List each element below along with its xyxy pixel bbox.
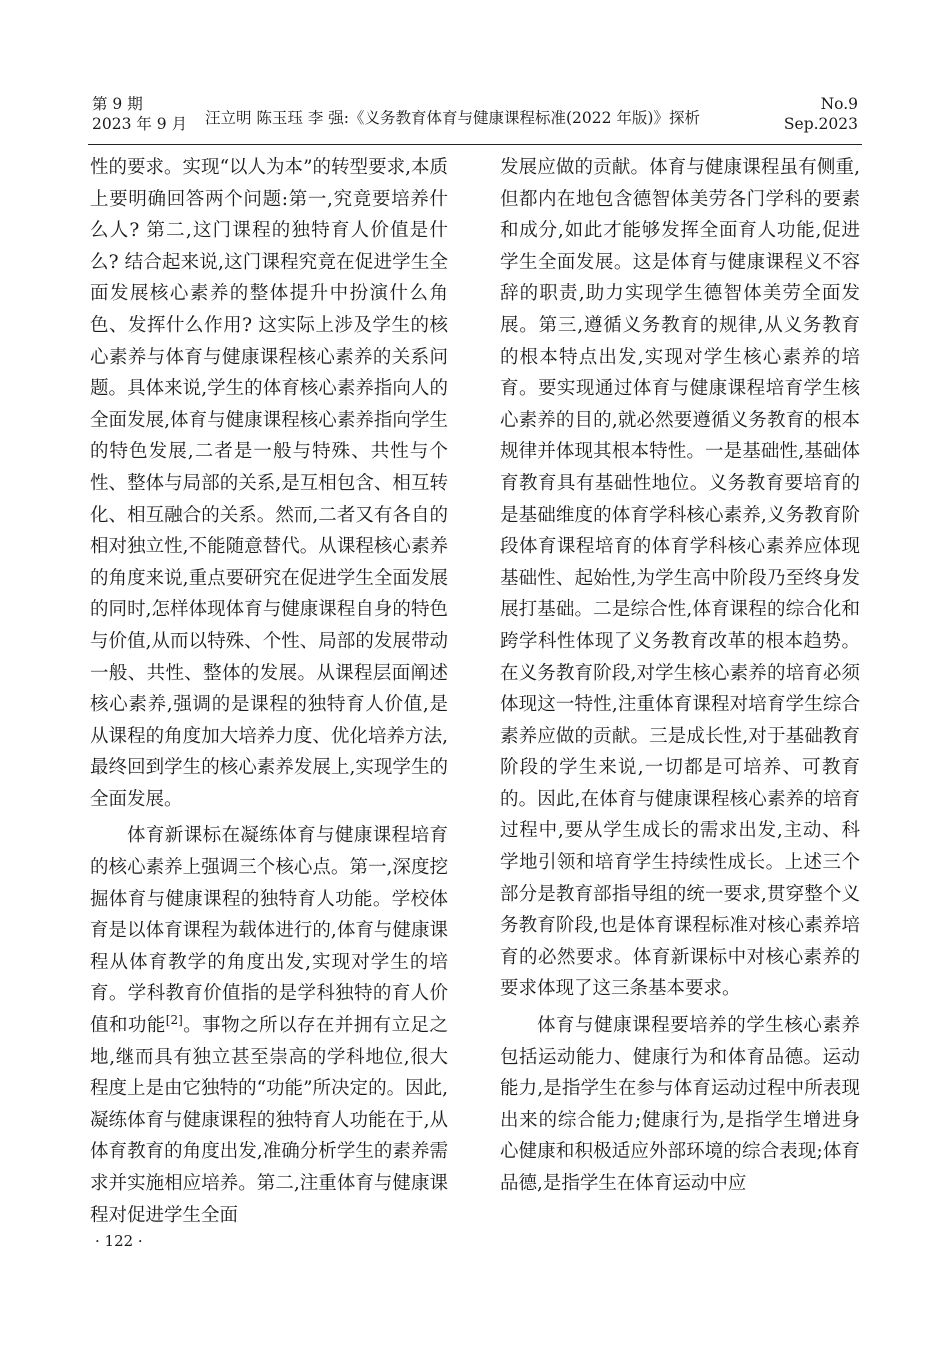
issue-number-en: No.9 xyxy=(820,95,858,113)
citation-marker: [2] xyxy=(165,1012,183,1027)
journal-issue-info xyxy=(92,94,187,134)
issue-number: 第 9 期 xyxy=(92,95,143,113)
paragraph-text: 。事物之所以存在并拥有立足之地,继而具有独立甚至崇高的学科地位,很大程度上是由它独特的“功能”所决定的。因此,凝练体育与健康课程的独特育人功能在于,从体育教育的角度出发,准确分析学生的素养需求并实施相应培养。第二,注重体育与健康课程对促进学生全面 xyxy=(90,1015,448,1226)
journal-issue-info-en xyxy=(784,94,858,134)
paragraph-text: 体育新课标在凝练体育与健康课程培育的核心素养上强调三个核心点。第一,深度挖掘体育与健康课程的独特育人功能。学校体育是以体育课程为载体进行的,体育与健康课程从体育教学的角度出发,实现对学生的培育。学科教育价值指的是学科独特的育人价值和功能 xyxy=(90,825,448,1037)
right-column xyxy=(500,152,860,1200)
paragraph: 性的要求。实现“以人为本”的转型要求,本质上要明确回答两个问题:第一,究竟要培养什么人? 第二,这门课程的独特育人价值是什么? 结合起来说,这门课程究竟在促进学生全面发展核心素养的整体提升中扮演什么角色、发挥什么作用? 这实际上涉及学生的核心素养与体育与健康课程核心素养的关系问题。具体来说,学生的体育核心素养指向人的全面发展,体育与健康课程核心素养指向学生的特色发展,二者是一般与特殊、共性与个性、整体与局部的关系,是互相包含、相互转化、相互融合的关系。然而,二者又有各自的相对独立性,不能随意替代。从课程核心素养的角度来说,重点要研究在促进学生全面发展的同时,怎样体现体育与健康课程自身的特色与价值,从而以特殊、个性、局部的发展带动一般、共性、整体的发展。从课程层面阐述核心素养,强调的是课程的独特育人价值,是从课程的角度加大培养力度、优化培养方法,最终回到学生的核心素养发展上,实现学生的全面发展。 xyxy=(90,157,448,810)
issue-date-en: Sep.2023 xyxy=(783,115,858,133)
paragraph xyxy=(90,820,448,1231)
running-title: 汪立明 陈玉珏 李 强:《义务教育体育与健康课程标准(2022 年版)》探析 xyxy=(205,109,700,127)
paragraph: 体育与健康课程要培养的学生核心素养包括运动能力、健康行为和体育品德。运动能力,是指学生在参与体育运动过程中所表现出来的综合能力;健康行为,是指学生增进身心健康和积极适应外部环境的综合表现;体育品德,是指学生在体育运动中应 xyxy=(500,1015,860,1194)
left-column xyxy=(90,152,448,1231)
page-number: · 122 · xyxy=(95,1232,143,1250)
header-rule xyxy=(88,144,862,145)
paragraph: 发展应做的贡献。体育与健康课程虽有侧重,但都内在地包含德智体美劳各门学科的要素和成分,如此才能够发挥全面育人功能,促进学生全面发展。这是体育与健康课程义不容辞的职责,助力实现学生德智体美劳全面发展。第三,遵循义务教育的规律,从义务教育的根本特点出发,实现对学生核心素养的培育。要实现通过体育与健康课程培育学生核心素养的目的,就必然要遵循义务教育的根本规律并体现其根本特性。一是基础性,基础体育教育具有基础性地位。义务教育要培育的是基础维度的体育学科核心素养,义务教育阶段体育课程培育的体育学科核心素养应体现基础性、起始性,为学生高中阶段乃至终身发展打基础。二是综合性,体育课程的综合化和跨学科性体现了义务教育改革的根本趋势。在义务教育阶段,对学生核心素养的培育必须体现这一特性,注重体育课程对培育学生综合素养应做的贡献。三是成长性,对于基础教育阶段的学生来说,一切都是可培养、可教育的。因此,在体育与健康课程核心素养的培育过程中,要从学生成长的需求出发,主动、科学地引领和培育学生持续性成长。上述三个部分是教育部指导组的统一要求,贯穿整个义务教育阶段,也是体育课程标准对核心素养培育的必然要求。体育新课标中对核心素养的要求体现了这三条基本要求。 xyxy=(500,157,860,1000)
issue-date: 2023 年 9 月 xyxy=(92,115,188,133)
